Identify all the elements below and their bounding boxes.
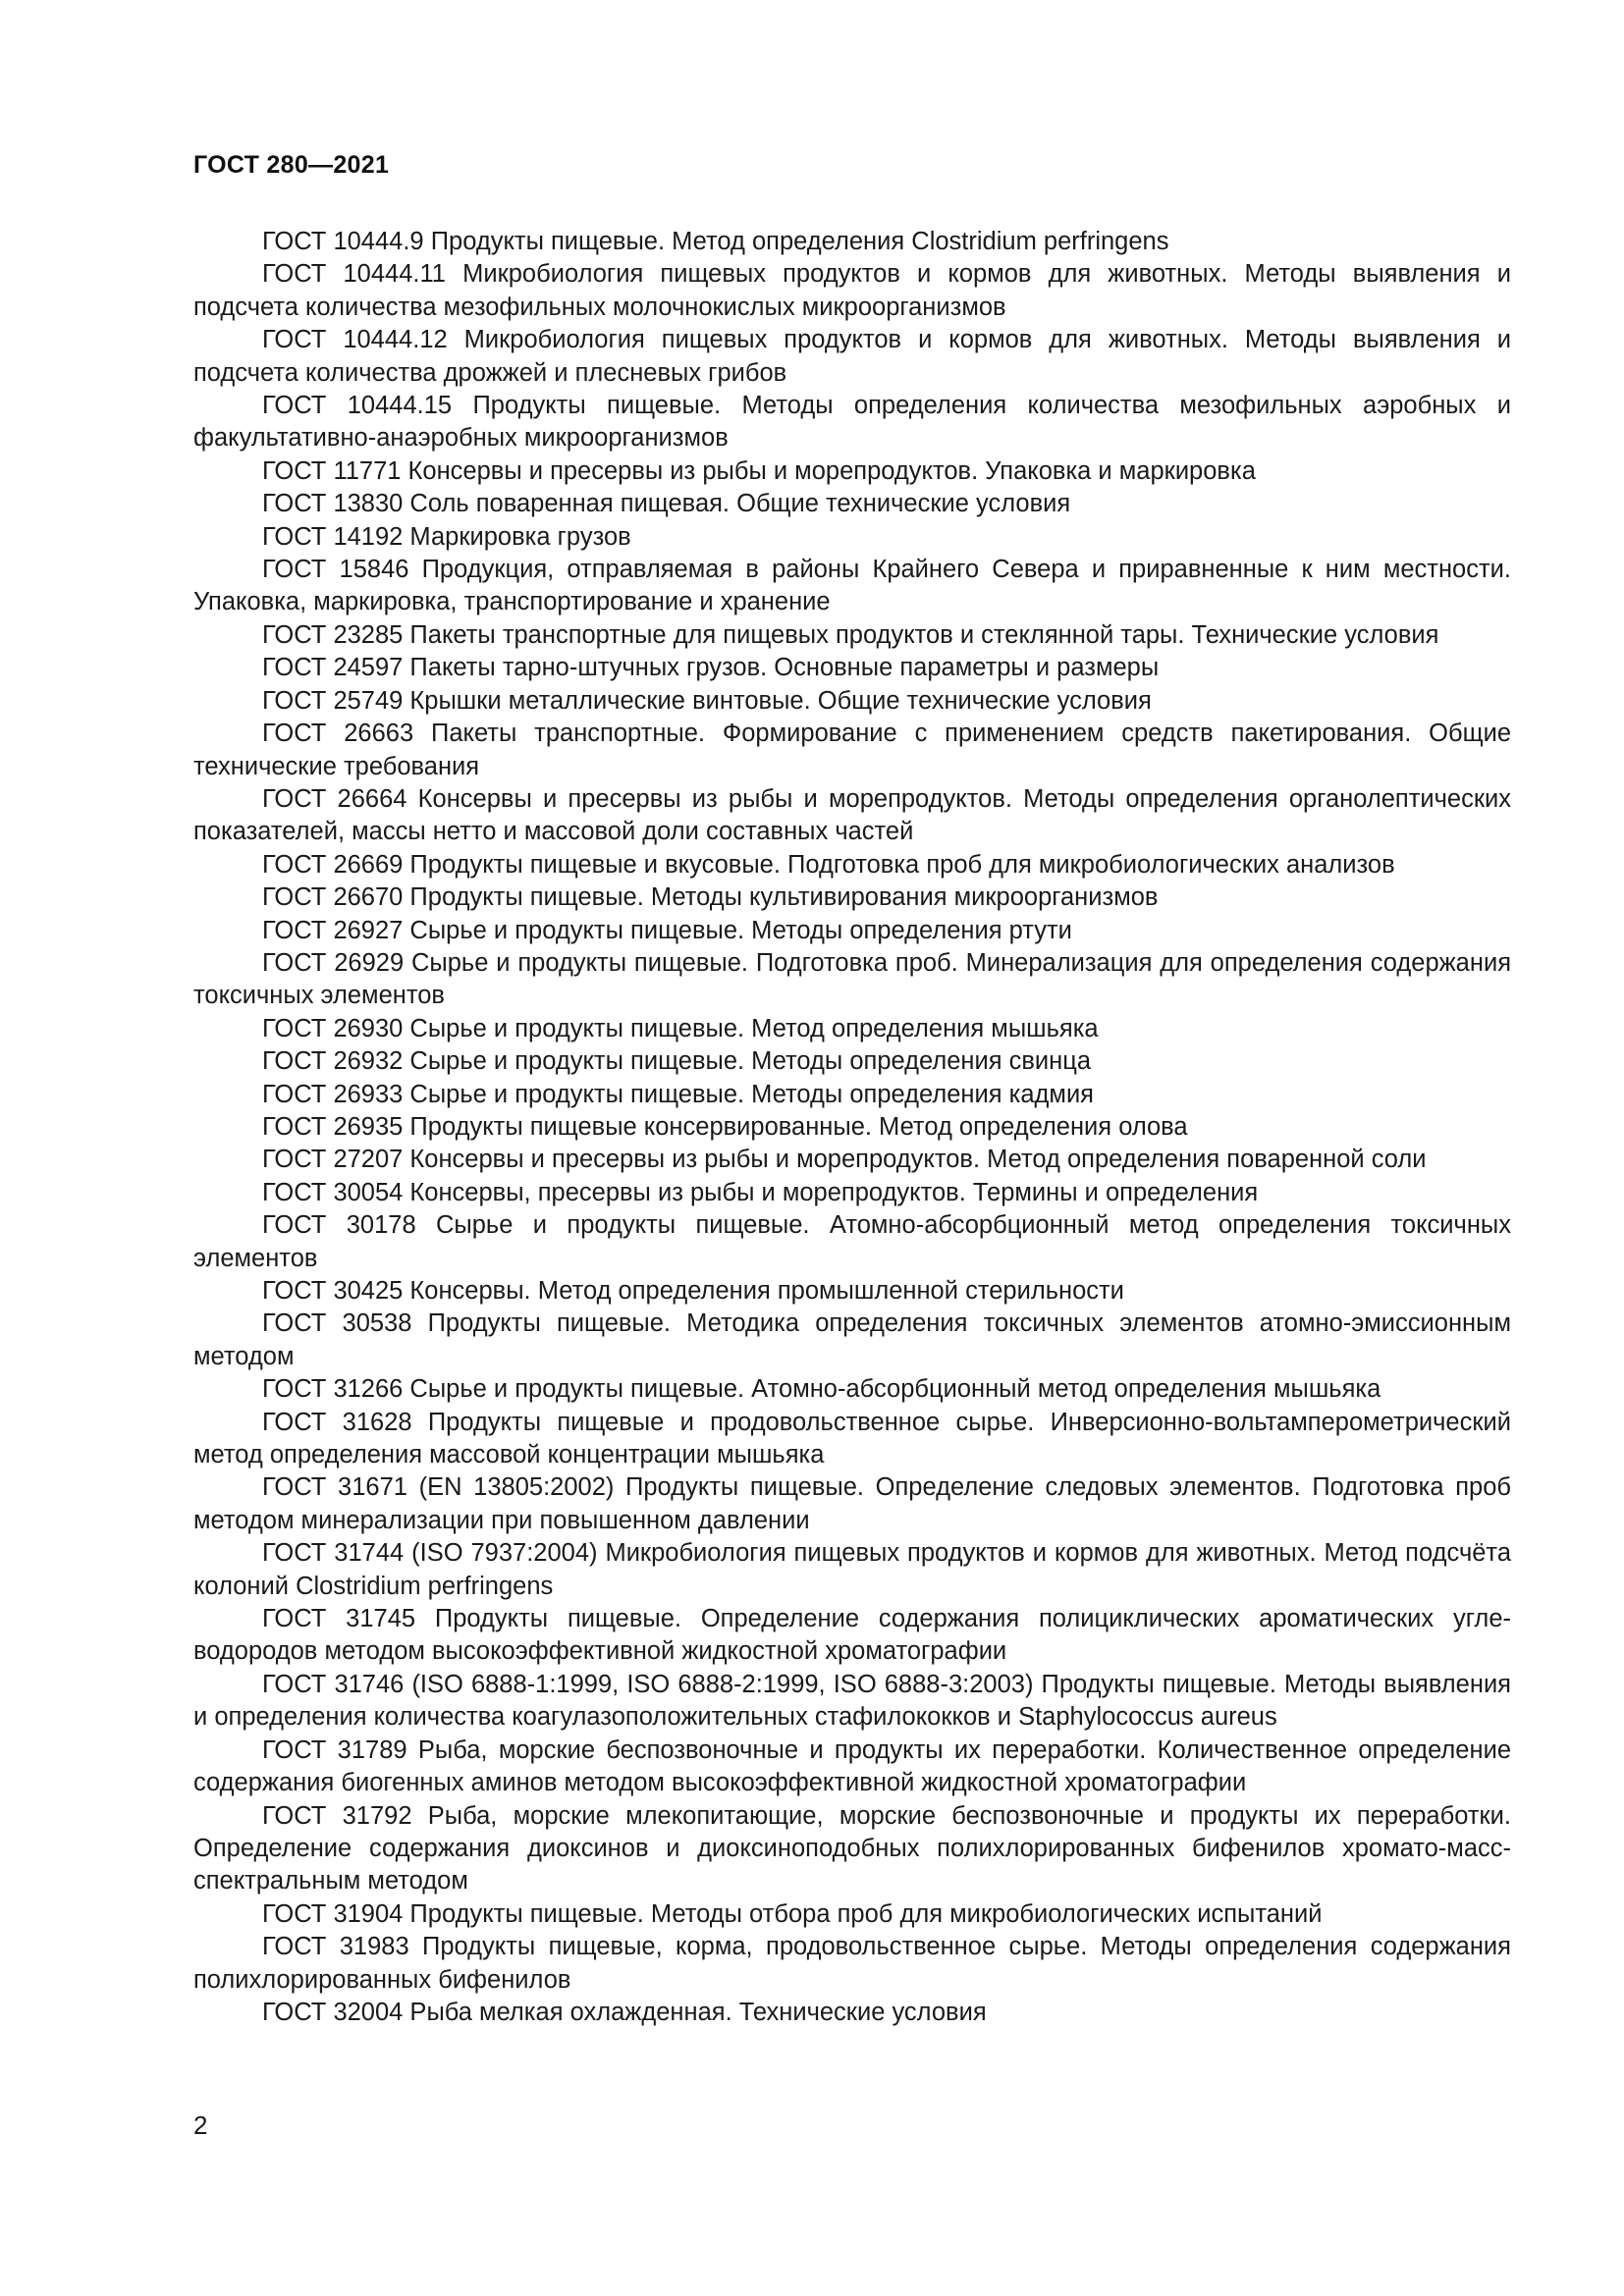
reference-entry: ГОСТ 26929 Сырье и продукты пищевые. Подготовка проб. Минерализация для определения содержания токсичных элементов xyxy=(193,948,1511,1010)
reference-entry: ГОСТ 26933 Сырье и продукты пищевые. Методы определения кадмия xyxy=(262,1080,1094,1108)
reference-entry: ГОСТ 31904 Продукты пищевые. Методы отбора проб для микробиологических испытаний xyxy=(262,1899,1323,1928)
reference-entry: ГОСТ 31789 Рыба, морские беспозвоночные и продукты их переработки. Количественное определение содержания биогенных аминов методом высокоэффективной жидкостной хроматографии xyxy=(193,1735,1511,1797)
reference-entry: ГОСТ 27207 Консервы и пресервы из рыбы и морепродуктов. Метод определения поваренной соли xyxy=(262,1146,1427,1174)
reference-entry: ГОСТ 31744 (ISO 7937:2004) Микробиология пищевых продуктов и кормов для животных. Метод подсчёта колоний Clostridium perfringens xyxy=(193,1539,1511,1600)
reference-entry: ГОСТ 31983 Продукты пищевые, корма, продовольственное сырье. Методы определения содержания полихлорированных бифенилов xyxy=(193,1933,1511,1994)
reference-entry: ГОСТ 10444.15 Продукты пищевые. Методы определения количества мезофильных аэробных и факультативно-анаэробных микроорганизмов xyxy=(193,392,1511,453)
reference-entry: ГОСТ 15846 Продукция, отправляемая в районы Крайнего Севера и приравненные к ним местности. Упаковка, маркировка, транспортирование и хранение xyxy=(193,556,1511,616)
reference-entry: ГОСТ 31745 Продукты пищевые. Определение содержания полициклических ароматических углеводородов методом высокоэффективной жидкостной хроматографии xyxy=(193,1605,1511,1666)
reference-entry: ГОСТ 10444.12 Микробиология пищевых продуктов и кормов для животных. Методы выявления и подсчета количества дрожжей и плесневых грибов xyxy=(193,326,1511,387)
reference-entry: ГОСТ 31746 (ISO 6888-1:1999, ISO 6888-2:1999, ISO 6888-3:2003) Продукты пищевые. Методы выявления и определения количества коагулазоположительных стафилококков и Staphylococcus aureus xyxy=(193,1670,1511,1732)
reference-entry: ГОСТ 31266 Сырье и продукты пищевые. Атомно-абсорбционный метод определения мышьяка xyxy=(262,1375,1381,1404)
reference-entry: ГОСТ 30054 Консервы, пресервы из рыбы и морепродуктов. Термины и определения xyxy=(262,1178,1259,1206)
reference-entry: ГОСТ 11771 Консервы и пресервы из рыбы и морепродуктов. Упаковка и маркировка xyxy=(262,456,1256,485)
page-number: 2 xyxy=(193,2110,208,2140)
document-header: ГОСТ 280—2021 xyxy=(193,151,390,179)
reference-entry: ГОСТ 14192 Маркировка грузов xyxy=(262,522,631,551)
reference-entry: ГОСТ 31671 (EN 13805:2002) Продукты пищевые. Определение следовых элементов. Подготовка проб методом минерализации при повышенном давлении xyxy=(193,1473,1511,1534)
reference-entry: ГОСТ 26935 Продукты пищевые консервированные. Метод определения олова xyxy=(262,1112,1188,1141)
reference-entry: ГОСТ 26927 Сырье и продукты пищевые. Методы определения ртути xyxy=(262,916,1072,944)
reference-entry: ГОСТ 26664 Консервы и пресервы из рыбы и морепродуктов. Методы определения органолептических показателей, массы нетто и массовой доли составных частей xyxy=(193,784,1511,846)
reference-entry: ГОСТ 23285 Пакеты транспортные для пищевых продуктов и стеклянной тары. Технические условия xyxy=(262,620,1439,649)
reference-entry: ГОСТ 32004 Рыба мелкая охлажденная. Технические условия xyxy=(262,1998,987,2026)
reference-entry: ГОСТ 24597 Пакеты тарно-штучных грузов. Основные параметры и размеры xyxy=(262,654,1160,682)
reference-entry: ГОСТ 26670 Продукты пищевые. Методы культивирования микроорганизмов xyxy=(262,883,1159,912)
reference-entry: ГОСТ 30178 Сырье и продукты пищевые. Атомно-абсорбционный метод определения токсичных элементов xyxy=(193,1211,1511,1272)
reference-entry: ГОСТ 26669 Продукты пищевые и вкусовые. Подготовка проб для микробиологических анализов xyxy=(262,850,1395,879)
reference-entry: ГОСТ 26932 Сырье и продукты пищевые. Методы определения свинца xyxy=(262,1047,1092,1076)
reference-entry: ГОСТ 13830 Соль поваренная пищевая. Общие технические условия xyxy=(262,490,1071,518)
reference-entry: ГОСТ 25749 Крышки металлические винтовые. Общие технические условия xyxy=(262,686,1152,715)
reference-entry: ГОСТ 26930 Сырье и продукты пищевые. Метод определения мышьяка xyxy=(262,1014,1099,1042)
reference-entry: ГОСТ 31628 Продукты пищевые и продовольственное сырье. Инверсионно-вольтамперометрический метод определения массовой концентрации мышьяка xyxy=(193,1408,1511,1469)
normative-references-list xyxy=(193,226,1511,2029)
reference-entry: ГОСТ 10444.9 Продукты пищевые. Метод определения Clostridium perfringens xyxy=(262,228,1169,255)
reference-entry: ГОСТ 10444.11 Микробиология пищевых продуктов и кормов для животных. Методы выявления и подсчета количества мезофильных молочнокислых микроорганизмов xyxy=(193,260,1511,321)
reference-entry: ГОСТ 31792 Рыба, морские млекопитающие, морские беспозвоночные и продукты их переработки. Определение содержания диоксинов и диоксиноподобных полихлорированных бифенилов хромато-масс-спектральным методом xyxy=(193,1801,1511,1896)
reference-entry: ГОСТ 30425 Консервы. Метод определения промышленной стерильности xyxy=(262,1277,1124,1305)
reference-entry: ГОСТ 26663 Пакеты транспортные. Формирование с применением средств пакетирования. Общие технические требования xyxy=(193,720,1511,780)
reference-entry: ГОСТ 30538 Продукты пищевые. Методика определения токсичных элементов атомно-эмиссионным методом xyxy=(193,1309,1511,1370)
